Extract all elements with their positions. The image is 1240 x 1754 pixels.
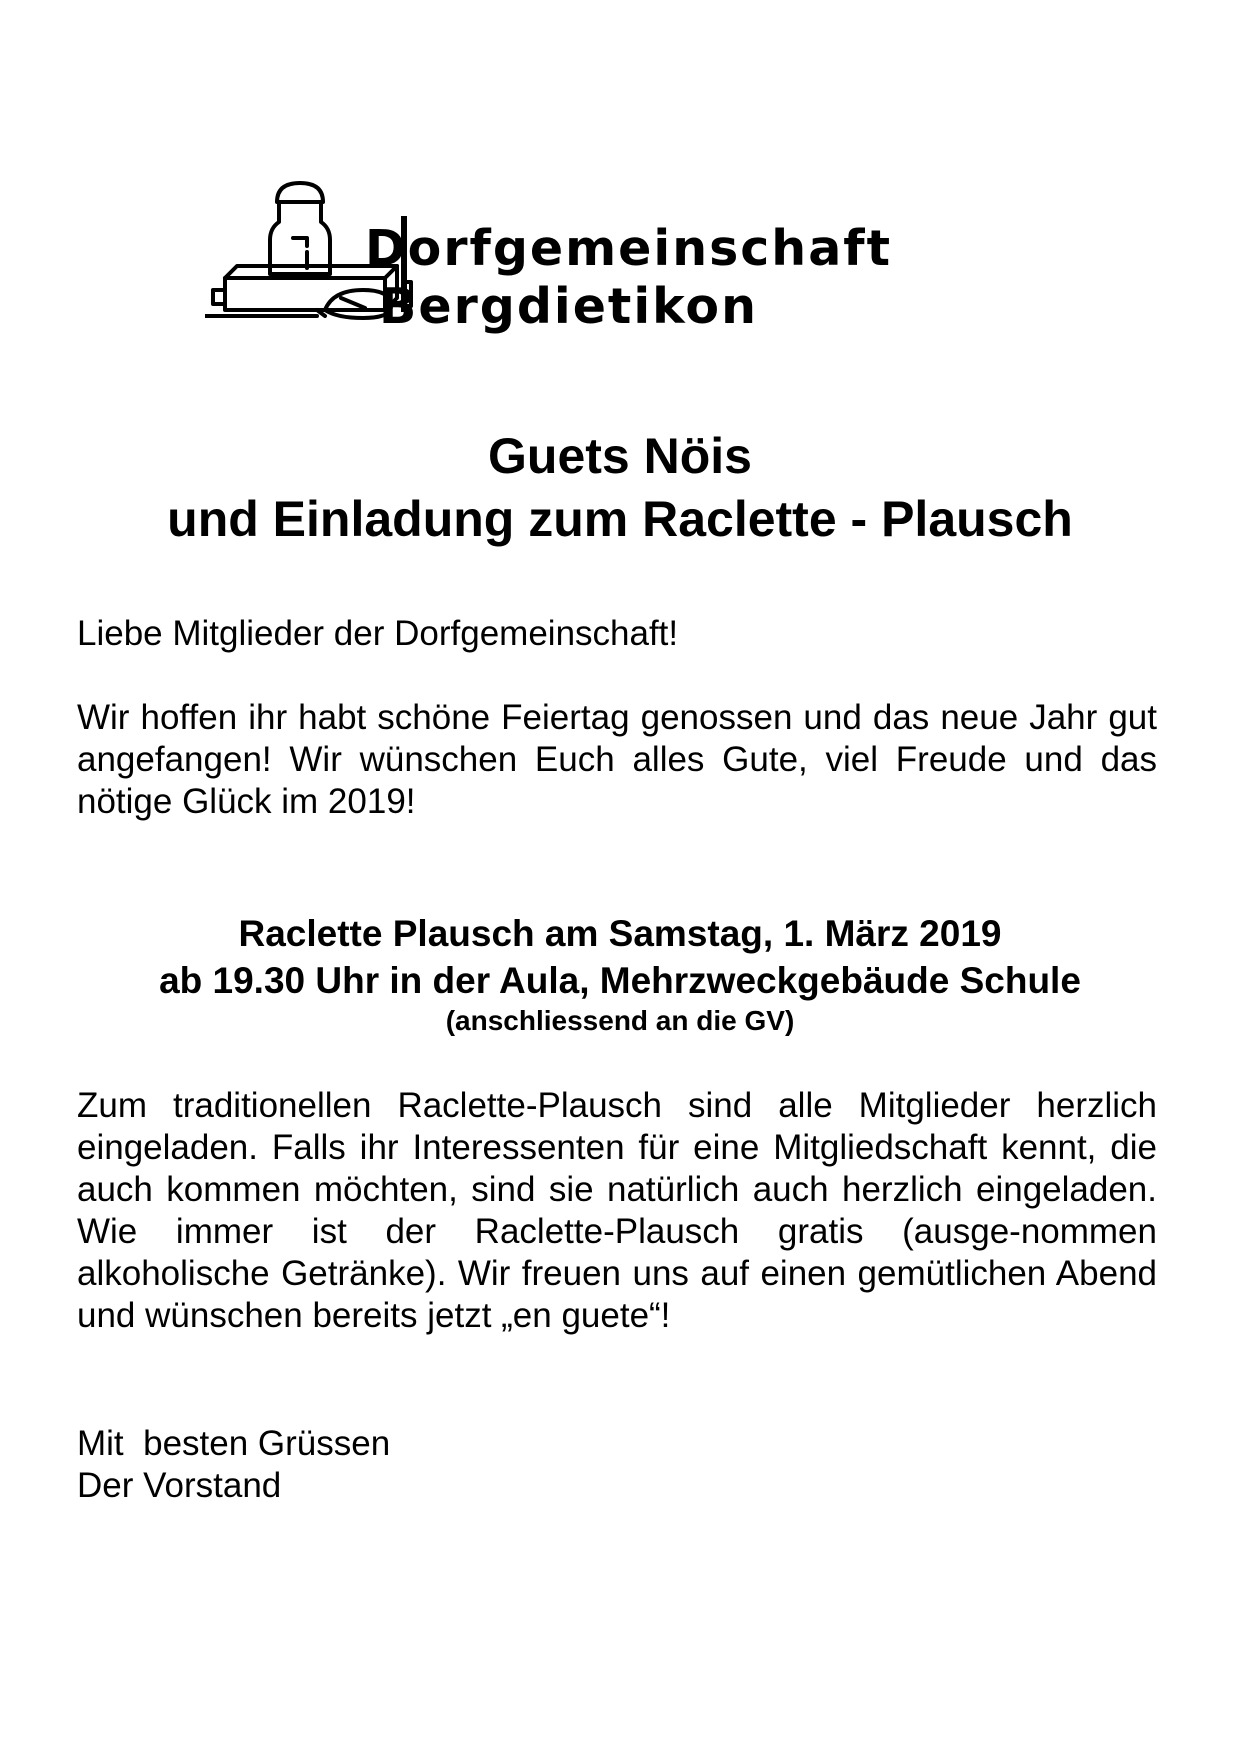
greeting: Liebe Mitglieder der Dorfgemeinschaft! [77, 614, 679, 653]
event-announcement [0, 910, 1240, 1038]
logo [205, 178, 1045, 338]
invitation-paragraph: Zum traditionellen Raclette-Plausch sind alle Mitglieder herzlich eingeladen. Falls ihr Interessenten für eine Mitgliedschaft kennt, die auch kommen möchten, sind sie natürlich auch herzlich eingeladen. Wie immer ist der Raclette-Plausch gratis (ausge-nommen alkoholische Getränke). Wir freuen uns auf einen gemütlichen Abend und wünschen bereits jetzt „en guete“! [77, 1086, 1157, 1335]
logo-text [365, 220, 892, 336]
closing-signature: Der Vorstand [77, 1466, 282, 1505]
title-line-1: Guets Nöis [488, 428, 752, 484]
closing [77, 1423, 1157, 1507]
event-location-line: ab 19.30 Uhr in der Aula, Mehrzweckgebäude Schule [159, 960, 1081, 1001]
intro-paragraph: Wir hoffen ihr habt schöne Feiertag genossen und das neue Jahr gut angefangen! Wir wünschen Euch alles Gute, viel Freude und das nötige Glück im 2019! [77, 698, 1157, 821]
event-note: (anschliessend an die GV) [445, 1005, 795, 1036]
event-date-line: Raclette Plausch am Samstag, 1. März 2019 [238, 913, 1002, 954]
title-line-2: und Einladung zum Raclette - Plausch [167, 491, 1073, 547]
closing-greeting: Mit besten Grüssen [77, 1424, 391, 1463]
logo-line-1: Dorfgemeinschaft [365, 220, 893, 277]
logo-line-2: Bergdietikon [379, 278, 758, 335]
page-title [0, 425, 1240, 551]
